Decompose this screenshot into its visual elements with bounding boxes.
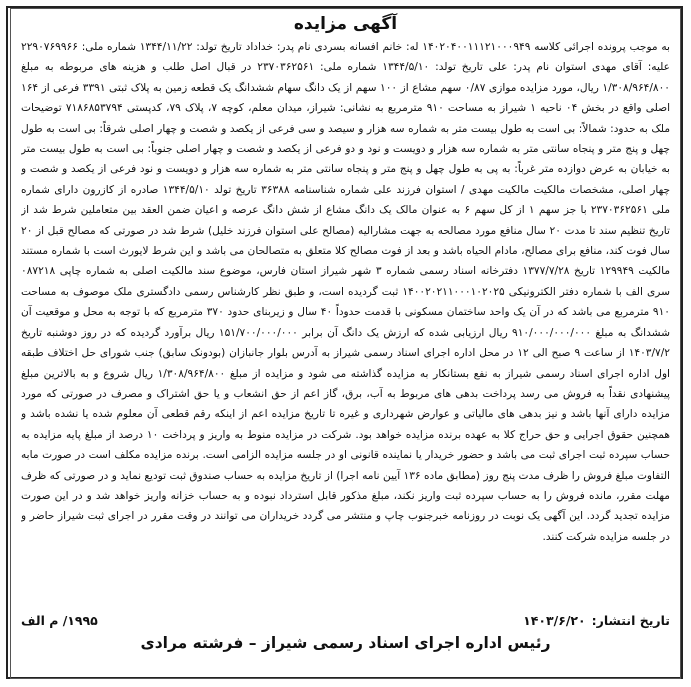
notice-title: آگهی مزایده: [293, 14, 398, 34]
publish-date-label: تاریخ انتشار:: [591, 613, 670, 628]
signature-line: رئیس اداره اجرای اسناد رسمی شیراز – فرشته مرادی: [140, 634, 551, 652]
notice-footer: [21, 613, 670, 628]
publish-date-group: [523, 613, 670, 628]
notice-box: [10, 8, 681, 679]
notice-body: به موجب پرونده اجرائی کلاسه ۱۴۰۲۰۴۰۰۱۱۱۲۱۰۰۰۹۴۹ له: خانم افسانه بسردی نام پدر: خداداد تاریخ تولد: ۱۳۴۴/۱۱/۲۲ شماره ملی: ۲۲۹۰۷۶۹۹۶۶ علیه: آقای مهدی استوان نام پدر: علی تاریخ تولد: ۱۳۴۴/۵/۱۰ شماره ملی: ۲۳۷۰۳۶۲۵۶۱ در قبال اصل طلب و هزینه های مربوطه به مبلغ ۱/۳۰۸/۹۶۴/۸۰۰ ریال، مورد مزایده موازی ۰/۸۷ سهم مشاع از ۱۰۰ سهم از یک دانگ سهام ششدانگ یک قطعه زمین به پلاک ثبتی ۳۳۹۱ فرعی از ۱۶۴ اصلی واقع در بخش ۰۴ ناحیه ۱ شیراز به مساحت ۹۱۰ مترمربع به نشانی: شیراز، میدان معلم، کوچه ۷، پلاک ۷۹، کدپستی ۷۱۸۶۸۵۳۷۹۴ توضیحات ملک به حدود: شمالاً: بی است به طول بیست متر به شماره سه هزار و سیصد و سی فرعی از یکصد و شصت و چهار اصلی شرقاً: بی است به طول چهل و پنج متر و پنجاه سانتی متر به شماره سه هزار و دویست و نود و دو فرعی از یکصد و شصت و چهار اصلی جنوباً: بی است به طول بیست متر به خیابان به عرض دوازده متر غرباً: به پی به طول چهل و پنج متر و پنجاه سانتی متر به شماره سه هزار و دویست و نود فرعی از یکصد و شصت و چهار اصلی، مشخصات مالکیت مالکیت مهدی / استوان فرزند علی شماره شناسنامه ۳۶۳۸۸ تاریخ تولد ۱۳۴۴/۵/۱۰ صادره از کازرون دارای شماره ملی ۲۳۷۰۳۶۲۵۶۱ با جز سهم ۱ از کل سهم ۶ به عنوان مالک یک دانگ مشاع از شش دانگ عرصه و اعیان ضمن العقد بین متعاملین شرط شد از تاریخ تنظیم سند تا مدت ۲۰ سال منافع مورد مصالحه به جهت مشارالیه (مصالح علی استوان فرزند خلیل) شرط شد در صورتی که مصالح قبل از ۲۰ سال فوت کند، منافع برای مصالح، مادام الحیاه باشد و بعد از فوت مصالح کلا متعلق به متصالحان می باشد و این شرط لایورث است با شماره مستند مالکیت ۱۲۹۹۴۹ تاریخ ۱۳۷۷/۷/۲۸ دفترخانه اسناد رسمی شماره ۳ شهر شیراز استان فارس، موضوع سند مالکیت اصلی به شماره چاپی ۰۸۷۲۱۸ سری الف با شماره دفتر الکترونیکی ۱۴۰۰۲۰۲۱۱۰۰۰۱۰۲۰۲۵ ثبت گردیده است، و طبق نظر کارشناس رسمی دادگستری ملک موصوف به مساحت ۹۱۰ مترمربع می باشد که در آن یک واحد ساختمان مسکونی با قدمت حدوداً ۴۰ سال و زیربنای حدود ۳۷۰ مترمربع که با توجه به محل و موقعیت آن ششدانگ به مبلغ ۹۱۰/۰۰۰/۰۰۰/۰۰۰ ریال ارزیابی شده که ارزش یک دانگ آن برابر ۱۵۱/۷۰۰/۰۰۰/۰۰۰ ریال برآورد گردیده که در روز دوشنبه تاریخ ۱۴۰۳/۷/۲ از ساعت ۹ صبح الی ۱۲ در محل اداره اجرای اسناد رسمی شیراز به آدرس بلوار جانبازان (بودونک سابق) جنب شورای حل اختلاف طبقه اول اداره اجرای اسناد رسمی شیراز به نفع بستانکار به مزایده گذاشته می شود و مزایده از مبلغ ۱/۳۰۸/۹۶۴/۸۰۰ ریال شروع و به بالاترین مبلغ پیشنهادی نقداً به فروش می رسد پرداخت بدهی های مربوط به آب، برق، گاز اعم از حق انشعاب و یا حق اشتراک و مصرف در صورتی که مورد مزایده دارای آنها باشد و نیز بدهی های مالیاتی و عوارض شهرداری و غیره تا تاریخ مزایده اعم از اینکه رقم قطعی آن معلوم شده یا نشده باشد و همچنین حقوق اجرایی و حق حراج کلا به عهده برنده مزایده خواهد بود. شرکت در مزایده منوط به واریز و پرداخت ۱۰ درصد از مبلغ پایه مزایده به حساب سپرده ثبت اجرای ثبت می باشد و حضور خریدار یا نماینده قانونی او در جلسه مزایده الزامی است. برنده مزایده مکلف است در صورت مابه التفاوت مبلغ فروش را ظرف مدت پنج روز (مطابق ماده ۱۳۶ آیین نامه اجرا) از تاریخ مزایده به حساب صندوق ثبت تودیع نماید و در صورتی که ظرف مهلت مقرر، مانده فروش را به حساب سپرده ثبت واریز نکند، مبلغ مذکور قابل استرداد نبوده و به حساب خزانه واریز خواهد شد و در این صورت مزایده تجدید گردد. این آگهی یک نوبت در روزنامه خبرجنوب چاپ و منتشر می گردد خریداران می توانند در وقت مقرر در اجرای ثبت شیراز حاضر و در جلسه مزایده شرکت کنند.: [21, 41, 670, 543]
reference-code: ۱۹۹۵/ م الف: [21, 613, 98, 628]
publish-date: ۱۴۰۳/۶/۲۰: [523, 613, 586, 628]
